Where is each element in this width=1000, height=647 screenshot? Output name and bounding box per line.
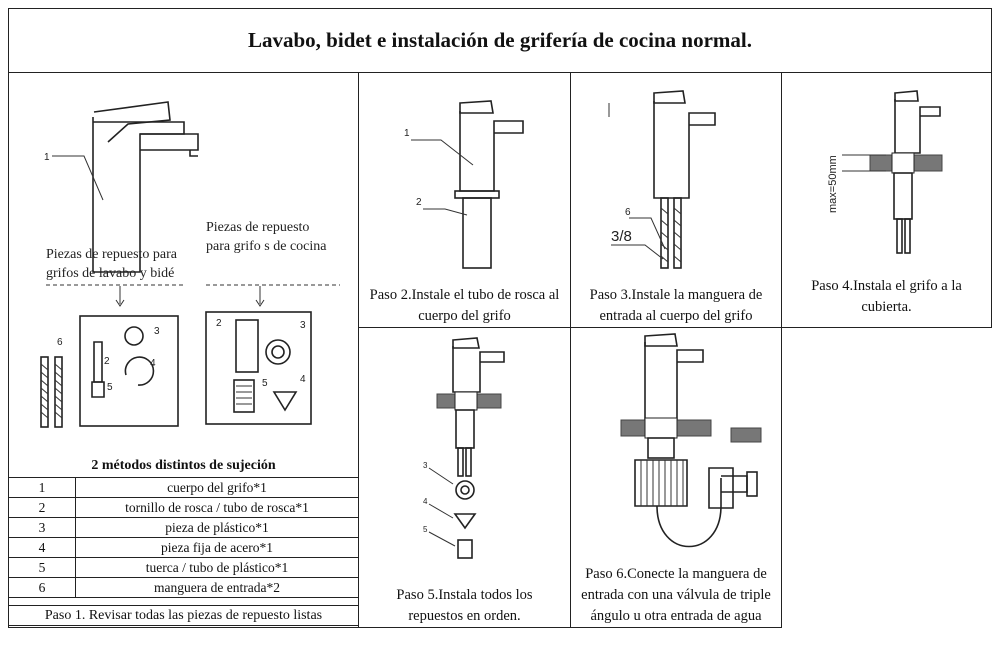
- step3-panel: [570, 72, 782, 328]
- step6-panel: [570, 327, 782, 628]
- label-basin-line1: Piezas de repuesto para: [46, 247, 177, 262]
- callout-basin-4: 4: [150, 358, 156, 369]
- part-name: tornillo de rosca / tubo de rosca*1: [76, 498, 359, 518]
- step4-caption: Paso 4.Instala el grifo a la cubierta.: [811, 278, 962, 315]
- callout-6: 6: [57, 337, 63, 348]
- step5-panel: [358, 327, 571, 628]
- step5-callout-3: 3: [423, 461, 428, 470]
- callout-basin-2: 2: [104, 356, 110, 367]
- step3-illustration: [571, 73, 783, 273]
- step2-panel: [358, 72, 571, 328]
- callout-kitchen-4: 4: [300, 374, 306, 385]
- methods-title: 2 métodos distintos de sujeción: [91, 458, 276, 473]
- table-row: [9, 578, 359, 598]
- page-title: Lavabo, bidet e instalación de grifería de cocina normal.: [8, 8, 992, 73]
- callout-1: 1: [44, 152, 50, 163]
- callout-basin-3: 3: [154, 326, 160, 337]
- part-number: 5: [9, 558, 76, 578]
- label-kitchen-line2: para grifo s de cocina: [206, 239, 327, 254]
- callout-basin-5: 5: [107, 382, 113, 393]
- step3-size-label: 3/8: [611, 228, 632, 245]
- callout-kitchen-5: 5: [262, 378, 268, 389]
- step6-caption: Paso 6.Conecte la manguera de entrada con una válvula de triple ángulo u otra entrada de agua: [581, 566, 771, 624]
- step2-illustration: [359, 73, 572, 273]
- step2-callout-1: 1: [404, 128, 410, 139]
- table-row: [9, 518, 359, 538]
- step2-callout-2: 2: [416, 197, 422, 208]
- part-name: pieza de plástico*1: [76, 518, 359, 538]
- callout-kitchen-2: 2: [216, 318, 222, 329]
- table-row: [9, 538, 359, 558]
- step1-caption: Paso 1. Revisar todas las piezas de repuesto listas: [8, 605, 359, 626]
- part-number: 2: [9, 498, 76, 518]
- step4-panel: [781, 72, 992, 328]
- step5-callout-5: 5: [423, 525, 428, 534]
- step4-max-label: max=50mm: [827, 155, 839, 213]
- inlet-hoses-drawing: [41, 357, 62, 427]
- table-row: [9, 498, 359, 518]
- callout-line-1: [52, 156, 103, 200]
- parts-table: [8, 477, 359, 598]
- label-kitchen-line1: Piezas de repuesto: [206, 220, 310, 235]
- part-name: pieza fija de acero*1: [76, 538, 359, 558]
- callout-kitchen-3: 3: [300, 320, 306, 331]
- label-basin-line2: grifos de lavabo y bidé: [46, 266, 175, 281]
- step6-illustration: [571, 328, 783, 568]
- step3-caption: Paso 3.Instale la manguera de entrada al cuerpo del grifo: [589, 287, 763, 324]
- step4-illustration: [782, 73, 993, 273]
- part-name: cuerpo del grifo*1: [76, 478, 359, 498]
- part-number: 4: [9, 538, 76, 558]
- part-name: manguera de entrada*2: [76, 578, 359, 598]
- arrow-kitchen: [256, 286, 264, 306]
- part-number: 6: [9, 578, 76, 598]
- step3-callout-6: 6: [625, 207, 631, 218]
- table-row: [9, 558, 359, 578]
- step5-callout-4: 4: [423, 497, 428, 506]
- step2-caption: Paso 2.Instale el tubo de rosca al cuerpo del grifo: [369, 287, 560, 324]
- arrow-basin: [116, 286, 124, 306]
- part-number: 1: [9, 478, 76, 498]
- step5-illustration: [359, 328, 572, 578]
- step5-caption: Paso 5.Instala todos los repuestos en orden.: [396, 587, 533, 624]
- part-name: tuerca / tubo de plástico*1: [76, 558, 359, 578]
- part-number: 3: [9, 518, 76, 538]
- table-row: [9, 478, 359, 498]
